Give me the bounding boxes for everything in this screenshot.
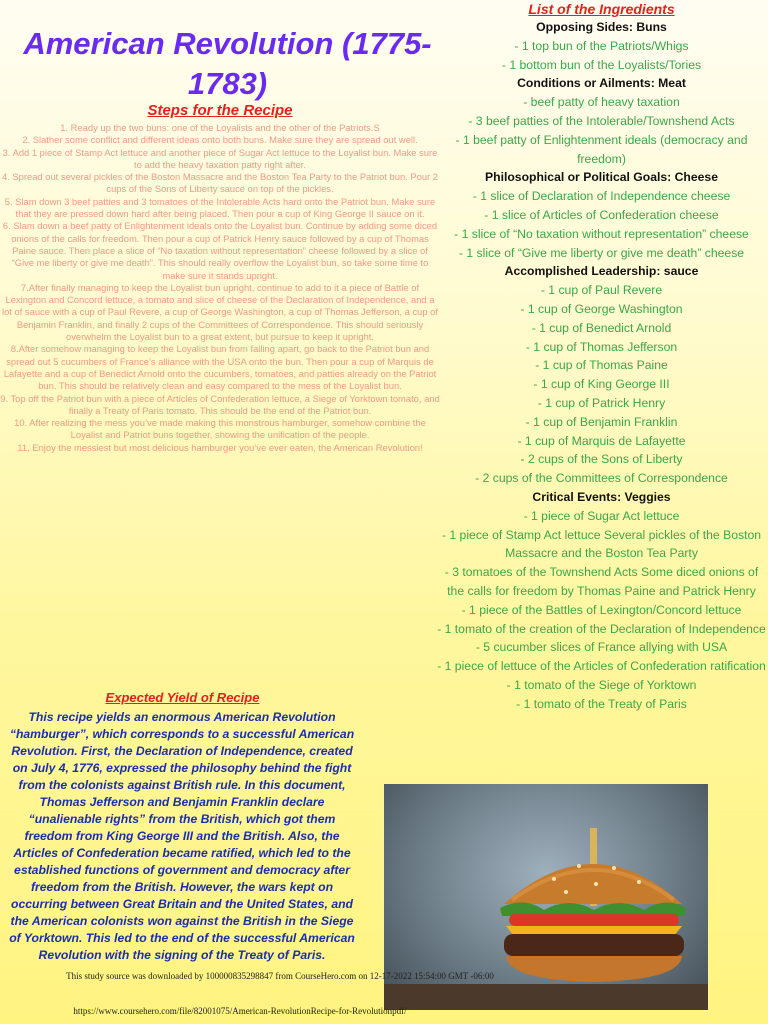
step-item: 4. Spread out several pickles of the Boston Massacre and the Boston Tea Party to the Patriot bun. Pour 2 cups of the Sons of Liberty sauce on top of the pickles. (1, 171, 439, 195)
ingredient-item: - 1 slice of “No taxation without representation” cheese (454, 226, 749, 241)
category-title-cheese: Philosophical or Political Goals: Cheese (485, 170, 718, 185)
ingredient-item: - 1 piece of Sugar Act lettuce (523, 508, 680, 523)
watermark-url[interactable]: https://www.coursehero.com/file/82001075/American-RevolutionRecipe-for-Revolutionpdf/ (73, 1006, 407, 1016)
step-item: 1. Ready up the two buns: one of the Loyalists and the other of the Patriots.S (60, 122, 380, 133)
page-title: American Revolution (1775-1783) (23, 26, 432, 101)
step-item: 5. Slam down 3 beef patties and 3 tomatoes of the Intolerable Acts hard onto the Patriot bun. Make sure that they are pressed down hard after being placed. Then pour a cup of King George II sauce on it. (4, 195, 436, 220)
ingredient-item: - 1 tomato of the creation of the Declaration of Independence (437, 621, 766, 636)
ingredient-item: - 2 cups of the Committees of Correspondence (475, 471, 728, 486)
ingredient-item: - 3 beef patties of the Intolerable/Townshend Acts (468, 113, 735, 128)
watermark-text: This study source was downloaded by 100000835298847 from CourseHero.com on 12-17-2022 15:54:00 GMT -06:00 (66, 971, 494, 981)
ingredient-item: - 1 bottom bun of the Loyalists/Tories (501, 57, 702, 72)
ingredient-item: - 2 cups of the Sons of Liberty (520, 452, 683, 467)
tomato (509, 914, 679, 926)
step-item: 2. Slather some conflict and different ideas onto both buns. Make sure they are spread out well. (22, 134, 418, 146)
ingredients-heading: List of the Ingredients (528, 1, 675, 17)
steps-list (0, 122, 440, 454)
category-title-veggies: Critical Events: Veggies (532, 489, 671, 504)
category-title-sauce: Accomplished Leadership: sauce (504, 264, 699, 279)
step-item: 10. After realizing the mess you’ve made making this monstrous hamburger, somehow combine the Loyalist and Patriot buns together, showing the unification of the people. (14, 417, 426, 441)
ingredients-column (435, 0, 768, 713)
step-item: 11. Enjoy the messiest but most delicious hamburger you’ve ever eaten, the American Revolution! (17, 441, 423, 453)
ingredient-item: - 1 cup of Thomas Paine (535, 358, 668, 373)
category-title-meat: Conditions or Ailments: Meat (517, 76, 686, 91)
ingredient-item: - beef patty of heavy taxation (523, 95, 680, 110)
beef-patty (504, 934, 684, 956)
ingredient-item: - 1 cup of Benjamin Franklin (525, 414, 678, 429)
ingredient-item: - 1 beef patty of Enlightenment ideals (democracy and freedom) (455, 132, 748, 166)
ingredient-item: - 1 cup of Marquis de Lafayette (517, 433, 686, 448)
ingredient-item: - 1 cup of Paul Revere (540, 283, 663, 298)
ingredient-item: - 5 cucumber slices of France allying with USA (475, 640, 728, 655)
ingredient-item: - 3 tomatoes of the Townshend Acts Some diced onions of the calls for freedom by Thomas Paine and Patrick Henry (444, 565, 759, 598)
yield-heading: Expected Yield of Recipe (105, 690, 260, 705)
ingredient-item: - 1 piece of the Battles of Lexington/Concord lettuce (461, 602, 742, 617)
yield-paragraph: This recipe yields an enormous American Revolution “hamburger”, which corresponds to a successful American Revolution. First, the Declaration of Independence, created on July 4, 1776, expressed the philosophy behind the fight from the colonists against British rule. In this document, Thomas Jefferson and Benjamin Franklin declare “unalienable rights” from the British, which got them freedom from King George III and the British. Also, the Articles of Confederation became ratified, which led to the established functions of government and democracy after freedom from the British. However, the wars kept on occurring between Great Britain and the United States, and the American colonists won against the British in the Siege of Yorktown. This led to the end of the successful American Revolution with the signing of the Treaty of Paris. (9, 710, 355, 962)
ingredient-item: - 1 slice of “Give me liberty or give me death” cheese (458, 245, 745, 260)
step-item: 9. Top off the Patriot bun with a piece of Articles of Confederation lettuce, a Siege of Yorktown tomato, and finally a Treaty of Paris tomato. This should be the end of the Patriot bun. (0, 392, 440, 416)
ingredient-item: - 1 piece of Stamp Act lettuce Several pickles of the Boston Massacre and the Boston Tea Party (441, 527, 762, 561)
steps-heading: Steps for the Recipe (147, 102, 293, 119)
ingredient-item: - 1 cup of Thomas Jefferson (525, 339, 678, 354)
ingredient-item: - 1 slice of Articles of Confederation cheese (484, 207, 719, 222)
ingredient-item: - 1 cup of Patrick Henry (537, 395, 666, 410)
ingredient-item: - 1 cup of Benedict Arnold (531, 320, 672, 335)
category-title-buns: Opposing Sides: Buns (536, 20, 667, 34)
ingredient-item: - 1 tomato of the Treaty of Paris (516, 696, 687, 711)
step-item: 8.After somehow managing to keep the Loyalist bun from falling apart, go back to the Patriot bun and spread out 5 cucumbers of France’s alliance with the USA onto the bun. Then pour a cup of Marquis de Lafayette and a cup of Benedict Arnold onto the cucumbers, tomatoes, and patties already on the Patriot bun. This should be relatively clean and easy compared to the mess of the Loyalist bun. (3, 343, 437, 392)
ingredient-item: - 1 top bun of the Patriots/Whigs (514, 38, 689, 53)
ingredient-item: - 1 cup of King George III (533, 377, 670, 392)
ingredient-item: - 1 piece of lettuce of the Articles of Confederation ratification (437, 659, 766, 674)
step-item: 6. Slam down a beef patty of Enlightenment ideals onto the Loyalist bun. Continue by adding some diced onions of the calls for freedom. Then pour a cup of Patrick Henry sauce followed by a cup of Thomas Paine sauce. Then place a slice of “No taxation without representation” cheese followed by a slice of “Give me liberty or give me death”. This should really overflow the Loyalist bun, so take some time to make sure it stands upright. (2, 220, 438, 281)
ingredient-item: - 1 slice of Declaration of Independence cheese (472, 189, 731, 204)
ingredient-item: - 1 cup of George Washington (520, 301, 683, 316)
step-item: 3. Add 1 piece of Stamp Act lettuce and another piece of Sugar Act lettuce to the Loyalist bun. Make sure to add the heavy taxation patty right after. (2, 146, 438, 170)
step-item: 7.After finally managing to keep the Loyalist bun upright, continue to add to it a piece of Battle of Lexington and Concord lettuce, a tomato and slice of cheese of the Declaration of Independence, and a lot of sauce with a cup of Paul Revere, a cup of George Washington, a cup of Thomas Jefferson, a cup of Benjamin Franklin, and finally 2 cups of the Committees of Correspondence. This should seriously overwhelm the Loyalist bun to a great extent, but pursue to keep it upright. (1, 281, 438, 343)
ingredient-item: - 1 tomato of the Siege of Yorktown (506, 677, 697, 692)
